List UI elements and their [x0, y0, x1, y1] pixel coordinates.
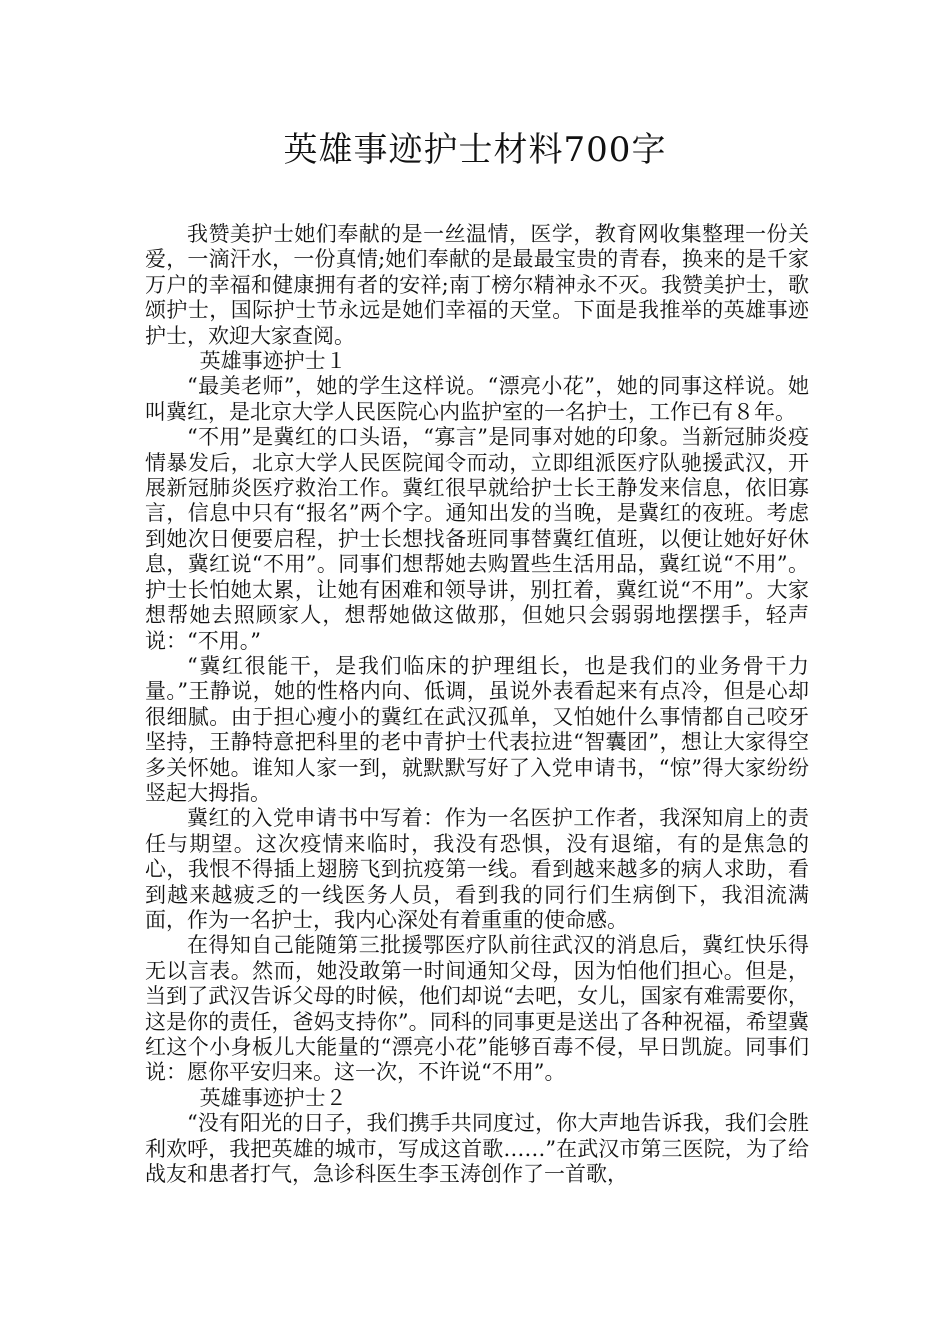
- document-body: [145, 222, 809, 1187]
- paragraph-intro: 我赞美护士她们奉献的是一丝温情，医学，教育网收集整理一份关爱，一滴汗水，一份真情;她们奉献的是最最宝贵的青春，换来的是千家万户的幸福和健康拥有者的安祥;南丁榜尔精神永不灭。我赞美护士，歌颂护士，国际护士节永远是她们幸福的天堂。下面是我推举的英雄事迹护士，欢迎大家查阅。: [145, 222, 809, 348]
- section-heading-2: 英雄事迹护士２: [199, 1085, 347, 1110]
- paragraph: “不用”是冀红的口头语，“寡言”是同事对她的印象。当新冠肺炎疫情暴发后，北京大学人民医院闻令而动，立即组派医疗队驰援武汉，开展新冠肺炎医疗救治工作。冀红很早就给护士长王静发来信息，依旧寡言，信息中只有“报名”两个字。通知出发的当晚，是冀红的夜班。考虑到她次日便要启程，护士长想找备班同事替冀红值班，以便让她好好休息，冀红说“不用”。同事们想帮她去购置些生活用品，冀红说“不用”。护士长怕她太累，让她有困难和领导讲，别扛着，冀红说“不用”。大家想帮她去照顾家人，想帮她做这做那，但她只会弱弱地摆摆手，轻声说：“不用。”: [145, 425, 809, 653]
- paragraph: “冀红很能干，是我们临床的护理组长，也是我们的业务骨干力量。”王静说，她的性格内向、低调，虽说外表看起来有点冷，但是心却很细腻。由于担心瘦小的冀红在武汉孤单，又怕她什么事情都自己咬牙坚持，王静特意把科里的老中青护士代表拉进“智囊团”，想让大家得空多关怀她。谁知人家一到，就默默写好了入党申请书，“惊”得大家纷纷竖起大拇指。: [145, 653, 809, 805]
- paragraph: 冀红的入党申请书中写着：作为一名医护工作者，我深知肩上的责任与期望。这次疫情来临时，我没有恐惧，没有退缩，有的是焦急的心，我恨不得插上翅膀飞到抗疫第一线。看到越来越多的病人求助，看到越来越疲乏的一线医务人员，看到我的同行们生病倒下，我泪流满面，作为一名护士，我内心深处有着重重的使命感。: [145, 806, 809, 932]
- paragraph: “最美老师”，她的学生这样说。“漂亮小花”，她的同事这样说。她叫冀红，是北京大学人民医院心内监护室的一名护士，工作已有８年。: [145, 374, 809, 424]
- section-heading-1: 英雄事迹护士１: [199, 349, 347, 374]
- paragraph: “没有阳光的日子，我们携手共同度过，你大声地告诉我，我们会胜利欢呼，我把英雄的城市，写成这首歌……”在武汉市第三医院，为了给战友和患者打气，急诊科医生李玉涛创作了一首歌，: [145, 1111, 809, 1187]
- document-title: 英雄事迹护士材料700字: [283, 130, 667, 170]
- paragraph: 在得知自己能随第三批援鄂医疗队前往武汉的消息后，冀红快乐得无以言表。然而，她没敢第一时间通知父母，因为怕他们担心。但是，当到了武汉告诉父母的时候，他们却说“去吧，女儿，国家有难需要你，这是你的责任，爸妈支持你”。同科的同事更是送出了各种祝福，希望冀红这个小身板儿大能量的“漂亮小花”能够百毒不侵，早日凯旋。同事们说：愿你平安归来。这一次，不许说“不用”。: [145, 933, 809, 1085]
